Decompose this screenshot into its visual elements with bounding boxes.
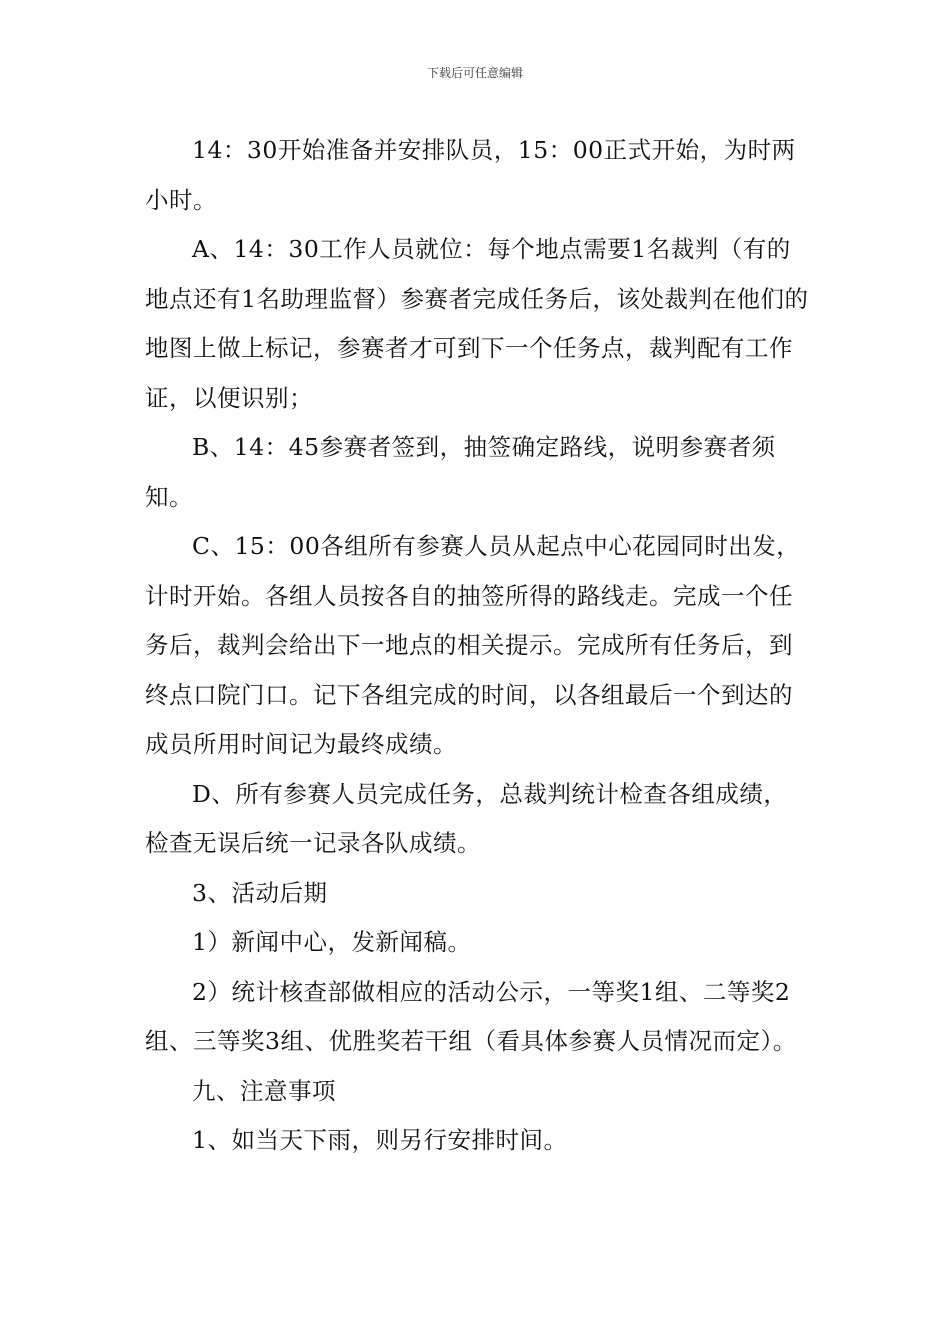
document-body <box>145 126 811 1166</box>
section-heading-notes: 九、注意事项 <box>192 1076 336 1105</box>
paragraph-item-d: D、所有参赛人员完成任务，总裁判统计检查各组成绩，检查无误后统一记录各队成绩。 <box>145 779 788 857</box>
paragraph-news-center: 1）新闻中心，发新闻稿。 <box>192 928 472 956</box>
section-heading-post-activity: 3、活动后期 <box>192 878 328 907</box>
paragraph-schedule: 14：30开始准备并安排队员，15：00正式开始，为时两小时。 <box>145 136 796 214</box>
paragraph-item-c: C、15：00各组所有参赛人员从起点中心花园同时出发，计时开始。各组人员按各自的抽签所得的路线走。完成一个任务后，裁判会给出下一地点的相关提示。完成所有任务后，到终点口院门口。记下各组完成的时间，以各组最后一个到达的成员所用时间记为最终成绩。 <box>145 532 801 758</box>
paragraph-awards: 2）统计核查部做相应的活动公示，一等奖1组、二等奖2组、三等奖3组、优胜奖若干组（看具体参赛人员情况而定）。 <box>145 977 797 1055</box>
page-header: 下载后可任意编辑 <box>426 66 523 80</box>
paragraph-rain-note: 1、如当天下雨，则另行安排时间。 <box>192 1126 568 1154</box>
paragraph-item-b: B、14：45参赛者签到，抽签确定路线，说明参赛者须知。 <box>145 433 776 511</box>
paragraph-item-a: A、14：30工作人员就位：每个地点需要1名裁判（有的地点还有1名助理监督）参赛者完成任务后，该处裁判在他们的地图上做上标记，参赛者才可到下一个任务点，裁判配有工作证，以便识别； <box>145 235 809 412</box>
